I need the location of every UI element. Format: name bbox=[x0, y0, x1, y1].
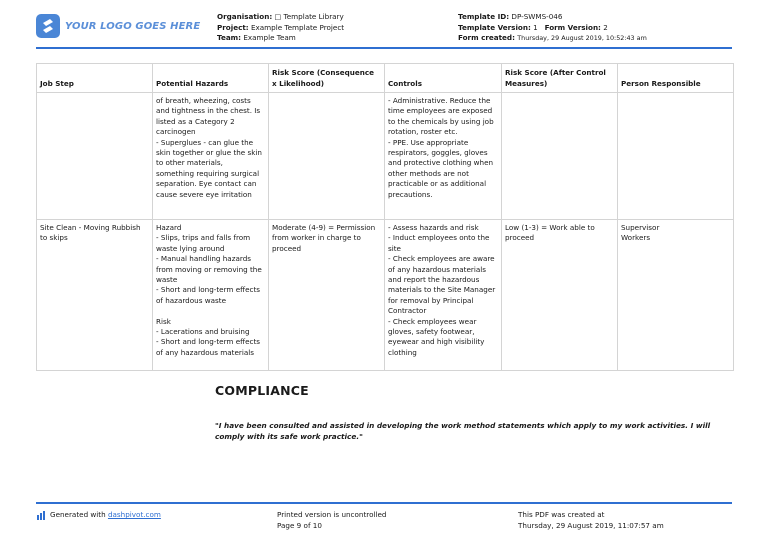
text-line: - Administrative. Reduce the bbox=[388, 96, 491, 105]
text-line: waste lying around bbox=[156, 243, 225, 253]
table-row bbox=[37, 220, 734, 371]
text-line: - PPE. Use appropriate bbox=[388, 137, 469, 147]
statement-line: "I have been consulted and assisted in developing the work method statements which apply to my work activities. I will bbox=[215, 421, 711, 430]
text-line: to skips bbox=[40, 233, 68, 243]
footer-pdf-created bbox=[518, 510, 664, 531]
text-line: practicable or as additional bbox=[388, 179, 487, 189]
cell-risk-after bbox=[502, 93, 618, 220]
template-id-value: DP-SWMS-046 bbox=[511, 12, 563, 21]
pdf-created-value: Thursday, 29 August 2019, 11:07:57 am bbox=[518, 520, 664, 530]
project-meta bbox=[217, 12, 344, 44]
template-version-label: Template Version: bbox=[458, 22, 531, 32]
text-line: Contractor bbox=[388, 306, 427, 316]
text-line: listed as a Category 2 bbox=[156, 116, 235, 126]
project-label: Project: bbox=[217, 22, 249, 32]
organisation-value: □ Template Library bbox=[274, 12, 344, 21]
cell-person bbox=[618, 220, 734, 371]
generated-prefix: Generated with bbox=[50, 510, 106, 519]
header-controls: Controls bbox=[385, 64, 502, 93]
form-version-label: Form Version: bbox=[544, 22, 601, 32]
form-version-value: 2 bbox=[603, 22, 608, 32]
text-line: separation. Eye contact can bbox=[156, 179, 257, 189]
cell-person bbox=[618, 93, 734, 220]
template-version-value: 1 bbox=[533, 22, 538, 32]
text-line: rotation, roster etc. bbox=[388, 127, 458, 137]
page-number: Page 9 of 10 bbox=[277, 520, 322, 530]
text-line: Risk bbox=[156, 316, 171, 326]
text-line: - Induct employees onto the bbox=[388, 233, 490, 243]
text-line: of any hazardous materials bbox=[156, 347, 254, 357]
cell-job-step bbox=[37, 93, 153, 220]
text-line: and report the hazardous bbox=[388, 275, 480, 285]
cell-job-step bbox=[37, 220, 153, 371]
text-line: something requiring surgical bbox=[156, 168, 260, 178]
printed-note: Printed version is uncontrolled bbox=[277, 510, 387, 519]
text-line: to the chemicals by using job bbox=[388, 116, 494, 126]
footer-generated bbox=[37, 510, 161, 521]
form-created-value: Thursday, 29 August 2019, 10:52:43 am bbox=[517, 34, 647, 42]
text-line: site bbox=[388, 243, 401, 253]
text-line: for removal by Principal bbox=[388, 295, 474, 305]
header-risk-score-after: Risk Score (After Control Measures) bbox=[502, 64, 618, 93]
company-logo bbox=[36, 14, 200, 38]
footer-divider bbox=[36, 502, 732, 504]
header-job-step: Job Step bbox=[37, 64, 153, 93]
header-potential-hazards: Potential Hazards bbox=[153, 64, 269, 93]
swms-table bbox=[36, 63, 734, 371]
team-value: Example Team bbox=[243, 33, 296, 42]
header-risk-score: Risk Score (Consequence x Likelihood) bbox=[269, 64, 385, 93]
text-line: carcinogen bbox=[156, 127, 196, 137]
template-id-label: Template ID: bbox=[458, 12, 510, 21]
cell-risk-score bbox=[269, 220, 385, 371]
text-line: of any hazardous materials bbox=[388, 264, 486, 274]
text-line: Supervisor bbox=[621, 223, 660, 232]
form-created-label: Form created: bbox=[458, 33, 515, 42]
spacer bbox=[156, 306, 265, 316]
team-label: Team: bbox=[217, 33, 242, 42]
text-line: - Lacerations and bruising bbox=[156, 327, 250, 337]
text-line: - Check employees wear bbox=[388, 316, 477, 326]
text-line: precautions. bbox=[388, 189, 433, 199]
text-line: - Check employees are aware bbox=[388, 254, 495, 264]
header-divider bbox=[36, 47, 732, 49]
cell-risk-score bbox=[269, 93, 385, 220]
text-line: of hazardous waste bbox=[156, 295, 226, 305]
text-line: time employees are exposed bbox=[388, 106, 493, 116]
text-line: waste bbox=[156, 275, 178, 285]
dashpivot-link[interactable]: dashpivot.com bbox=[107, 510, 161, 519]
organisation-label: Organisation: bbox=[217, 12, 273, 21]
text-line: other methods are not bbox=[388, 168, 469, 178]
text-line: Moderate (4-9) = Permission bbox=[272, 223, 376, 232]
cell-hazards bbox=[153, 93, 269, 220]
page-header bbox=[0, 0, 768, 50]
text-line: cause severe eye irritation bbox=[156, 189, 252, 199]
text-line: - Assess hazards and risk bbox=[388, 223, 479, 232]
text-line: respirators, goggles, gloves bbox=[388, 148, 488, 158]
text-line: and protective clothing when bbox=[388, 158, 494, 168]
logo-mark-icon bbox=[36, 14, 60, 38]
footer-print-info bbox=[277, 510, 386, 531]
text-line: - Short and long-term effects bbox=[156, 337, 261, 347]
table-header-row bbox=[37, 64, 734, 93]
template-meta bbox=[458, 12, 647, 44]
text-line: Hazard bbox=[156, 223, 182, 232]
text-line: from moving or removing the bbox=[156, 264, 262, 274]
statement-line: comply with its safe work practice." bbox=[215, 431, 363, 441]
text-line: - Superglues - can glue the bbox=[156, 137, 254, 147]
text-line: to other materials, bbox=[156, 158, 223, 168]
text-line: from worker in charge to bbox=[272, 233, 361, 243]
pdf-created-label: This PDF was created at bbox=[518, 510, 605, 519]
compliance-heading: COMPLIANCE bbox=[215, 383, 309, 398]
logo-text: YOUR LOGO GOES HERE bbox=[65, 20, 201, 32]
header-person-responsible: Person Responsible bbox=[618, 64, 734, 93]
text-line: - Short and long-term effects bbox=[156, 285, 261, 295]
project-value: Example Template Project bbox=[250, 22, 345, 32]
text-line: proceed bbox=[272, 243, 302, 253]
text-line: Site Clean - Moving Rubbish bbox=[40, 223, 141, 232]
bar-chart-icon bbox=[37, 511, 46, 520]
text-line: and tightness in the chest. Is bbox=[156, 106, 261, 116]
text-line: proceed bbox=[505, 233, 535, 243]
cell-risk-after bbox=[502, 220, 618, 371]
text-line: - Slips, trips and falls from bbox=[156, 233, 251, 243]
compliance-statement bbox=[215, 421, 725, 442]
text-line: of breath, wheezing, costs bbox=[156, 96, 251, 105]
cell-controls bbox=[385, 220, 502, 371]
table-row bbox=[37, 93, 734, 220]
text-line: eyewear and high visibility bbox=[388, 337, 485, 347]
cell-hazards bbox=[153, 220, 269, 371]
text-line: materials to the Site Manager bbox=[388, 285, 496, 295]
text-line: gloves, safety footwear, bbox=[388, 327, 475, 337]
text-line: Workers bbox=[621, 233, 651, 243]
text-line: skin together or glue the skin bbox=[156, 148, 262, 158]
text-line: Low (1-3) = Work able to bbox=[505, 223, 595, 232]
text-line: - Manual handling hazards bbox=[156, 254, 252, 264]
text-line: clothing bbox=[388, 347, 417, 357]
cell-controls bbox=[385, 93, 502, 220]
